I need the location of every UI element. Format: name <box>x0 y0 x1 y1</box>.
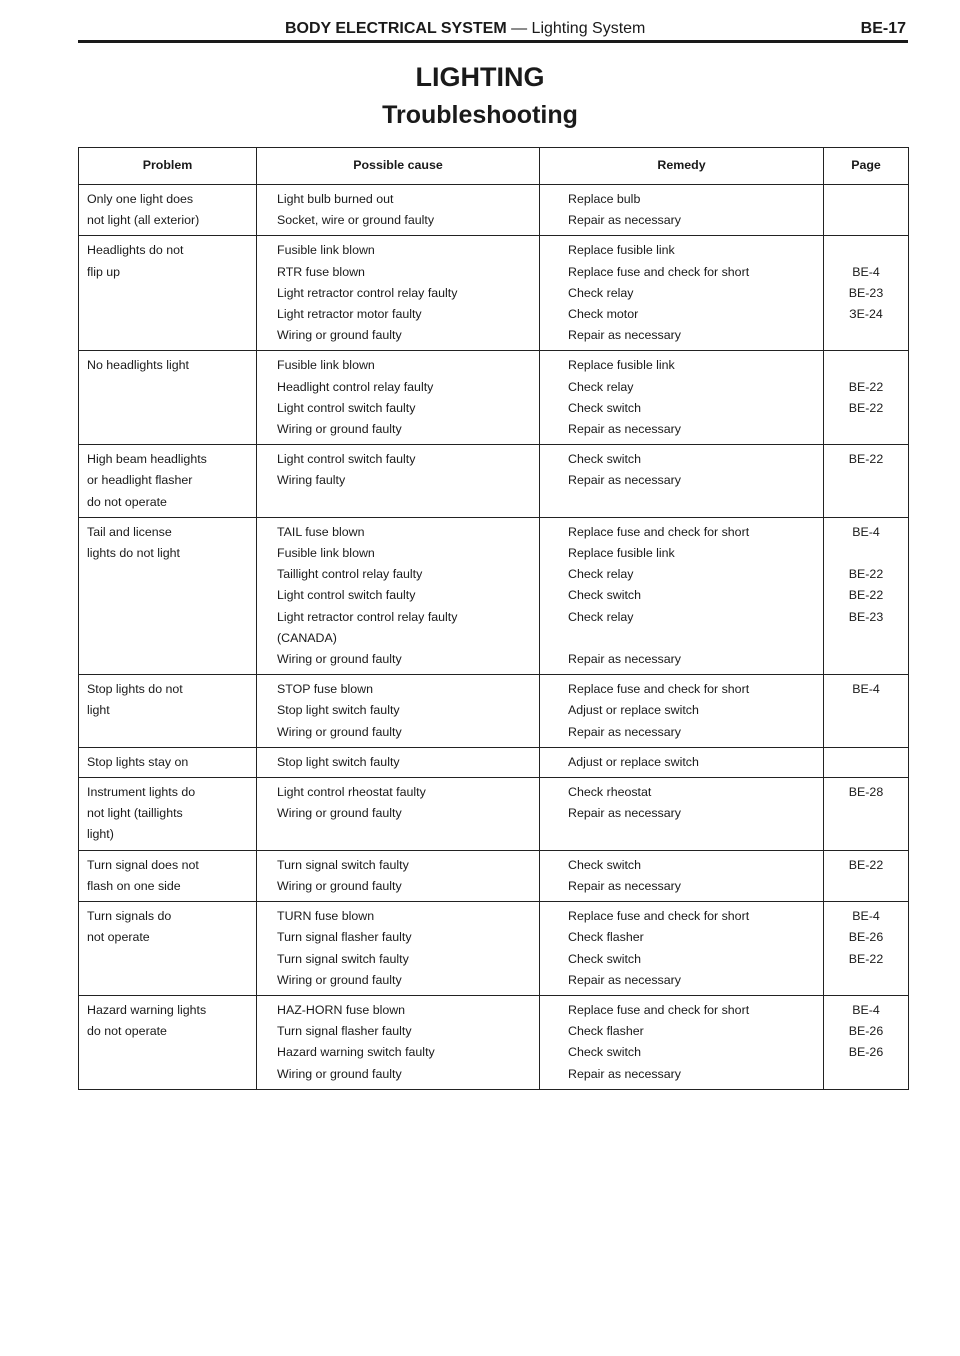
table-row <box>79 236 909 351</box>
possible-cause-line: Stop light switch faulty <box>277 703 400 718</box>
page-ref-cell <box>824 995 909 1089</box>
remedy-line: Replace fusible link <box>568 243 675 258</box>
problem-line: flash on one side <box>87 878 181 893</box>
remedy-line: Repair as necessary <box>568 652 681 667</box>
remedy-cell <box>540 351 824 445</box>
remedy-line: Replace fusible link <box>568 546 675 561</box>
possible-cause-line: Wiring or ground faulty <box>277 972 402 987</box>
possible-cause-cell <box>257 236 540 351</box>
problem-line: Hazard warning lights <box>87 1002 207 1017</box>
possible-cause-line: Wiring or ground faulty <box>277 806 402 821</box>
page-ref-cell <box>824 517 909 674</box>
page-subtitle: Troubleshooting <box>382 101 578 129</box>
possible-cause-cell <box>257 902 540 996</box>
problem-line: Stop lights do not <box>87 682 183 697</box>
possible-cause-line: Light control switch faulty <box>277 588 416 603</box>
remedy-line: Repair as necessary <box>568 473 681 488</box>
problem-cell <box>79 747 257 777</box>
possible-cause-cell <box>257 778 540 851</box>
page-ref-line: BE-22 <box>848 857 884 872</box>
possible-cause-line: (CANADA) <box>277 630 337 645</box>
header-rule <box>78 40 908 43</box>
page-header <box>78 18 908 42</box>
table-row <box>79 902 909 996</box>
remedy-line: Replace fuse and check for short <box>568 524 750 539</box>
possible-cause-line: Turn signal flasher faulty <box>277 1024 412 1039</box>
page-ref-line: BE-23 <box>848 609 884 624</box>
problem-cell <box>79 236 257 351</box>
remedy-line: Repair as necessary <box>568 724 681 739</box>
table-row <box>79 185 909 236</box>
table-row <box>79 995 909 1089</box>
possible-cause-cell <box>257 351 540 445</box>
page-ref-line: BE-22 <box>848 379 884 394</box>
possible-cause-line: Light control switch faulty <box>277 400 416 415</box>
possible-cause-line: Light retractor control relay faulty <box>277 609 458 624</box>
possible-cause-cell <box>257 995 540 1089</box>
problem-cell <box>79 351 257 445</box>
header-possible-cause: Possible cause <box>257 148 540 185</box>
possible-cause-line: Wiring or ground faulty <box>277 652 402 667</box>
page-ref-line <box>824 700 908 721</box>
remedy-cell <box>540 445 824 518</box>
remedy-line: Adjust or replace switch <box>568 703 699 718</box>
possible-cause-cell <box>257 445 540 518</box>
possible-cause-line: Wiring faulty <box>277 473 346 488</box>
remedy-line: Check switch <box>568 857 641 872</box>
possible-cause-line: Wiring or ground faulty <box>277 1066 402 1081</box>
possible-cause-line: Light bulb burned out <box>277 192 394 206</box>
page-ref-line: BE-23 <box>848 285 884 300</box>
section-title <box>285 20 645 38</box>
table-row <box>79 351 909 445</box>
page-ref-line: ЗE-24 <box>849 307 883 321</box>
remedy-cell <box>540 902 824 996</box>
possible-cause-line: Light retractor motor faulty <box>277 307 422 322</box>
remedy-line: Check flasher <box>568 930 644 945</box>
remedy-line: Replace fusible link <box>568 358 675 373</box>
page-ref-line <box>824 210 908 231</box>
problem-line: light <box>87 703 110 718</box>
problem-line: Instrument lights do <box>87 785 196 800</box>
remedy-cell <box>540 236 824 351</box>
page-ref-line <box>824 803 908 824</box>
page-ref-line <box>824 325 908 346</box>
page-ref-line: BE-4 <box>852 1002 880 1017</box>
page-ref-line <box>824 1064 908 1085</box>
table-row <box>79 778 909 851</box>
remedy-line: Repair as necessary <box>568 213 681 228</box>
possible-cause-cell <box>257 675 540 748</box>
possible-cause-line: Wiring or ground faulty <box>277 422 402 437</box>
page-ref-cell <box>824 185 909 236</box>
page-ref-line: BE-22 <box>848 567 884 582</box>
problem-line: Stop lights stay on <box>87 754 189 769</box>
table-row <box>79 850 909 901</box>
page-ref-line: BE-4 <box>852 909 880 924</box>
page-ref-line <box>824 355 908 376</box>
possible-cause-line: TURN fuse blown <box>277 909 375 924</box>
remedy-line: Repair as necessary <box>568 972 681 987</box>
remedy-line: Repair as necessary <box>568 328 681 343</box>
remedy-line: Replace bulb <box>568 192 641 206</box>
page-ref-line <box>824 419 908 440</box>
problem-line: Tail and license <box>87 524 172 539</box>
page-ref-cell <box>824 675 909 748</box>
remedy-line: Check switch <box>568 1045 641 1060</box>
page-ref-line <box>824 876 908 897</box>
remedy-line: Replace fuse and check for short <box>568 682 750 697</box>
page-ref-line: BE-22 <box>848 400 884 415</box>
remedy-line: Check relay <box>568 285 634 300</box>
page-ref-line <box>824 970 908 991</box>
page-ref-line: BE-26 <box>848 1045 884 1060</box>
problem-line: or headlight flasher <box>87 473 193 488</box>
possible-cause-line: Stop light switch faulty <box>277 754 400 769</box>
remedy-line: Check flasher <box>568 1024 644 1039</box>
page-ref-line: BE-4 <box>852 264 880 279</box>
remedy-cell <box>540 778 824 851</box>
problem-cell <box>79 185 257 236</box>
problem-cell <box>79 675 257 748</box>
page-ref-cell <box>824 902 909 996</box>
page-ref-line <box>824 752 908 773</box>
table-row <box>79 517 909 674</box>
problem-line: High beam headlights <box>87 452 207 467</box>
remedy-line: Check relay <box>568 609 634 624</box>
remedy-cell <box>540 185 824 236</box>
possible-cause-line: Light retractor control relay faulty <box>277 285 458 300</box>
problem-cell <box>79 902 257 996</box>
possible-cause-line: RTR fuse blown <box>277 264 365 279</box>
possible-cause-cell <box>257 517 540 674</box>
problem-line: Headlights do not <box>87 243 184 258</box>
problem-cell <box>79 850 257 901</box>
remedy-cell <box>540 675 824 748</box>
possible-cause-line: Turn signal switch faulty <box>277 857 409 872</box>
possible-cause-line: Turn signal flasher faulty <box>277 930 412 945</box>
remedy-line: Replace fuse and check for short <box>568 264 750 279</box>
problem-cell <box>79 778 257 851</box>
possible-cause-line: Hazard warning switch faulty <box>277 1045 435 1060</box>
possible-cause-line: STOP fuse blown <box>277 682 373 697</box>
page-ref-line: BE-4 <box>852 524 880 539</box>
table-header-row <box>79 148 909 185</box>
page-ref-cell <box>824 778 909 851</box>
problem-cell <box>79 445 257 518</box>
page-number: BE-17 <box>860 20 906 37</box>
header-problem: Problem <box>79 148 257 185</box>
remedy-line: Repair as necessary <box>568 878 681 893</box>
possible-cause-cell <box>257 747 540 777</box>
header-page: Page <box>824 148 909 185</box>
possible-cause-line: Taillight control relay faulty <box>277 567 423 582</box>
page-ref-line <box>824 470 908 491</box>
remedy-line: Check switch <box>568 588 641 603</box>
problem-cell <box>79 995 257 1089</box>
remedy-cell <box>540 517 824 674</box>
possible-cause-line: HAZ-HORN fuse blown <box>277 1002 406 1017</box>
page-ref-line: BE-22 <box>848 452 884 467</box>
page-ref-line <box>824 628 908 649</box>
page-ref-cell <box>824 236 909 351</box>
remedy-line: Repair as necessary <box>568 422 681 437</box>
possible-cause-line: Headlight control relay faulty <box>277 379 434 394</box>
page-ref-cell <box>824 747 909 777</box>
remedy-line: Check motor <box>568 307 639 322</box>
table-row <box>79 675 909 748</box>
remedy-cell <box>540 747 824 777</box>
problem-line: Turn signals do <box>87 909 172 924</box>
page-ref-cell <box>824 445 909 518</box>
remedy-cell <box>540 850 824 901</box>
page-ref-cell <box>824 850 909 901</box>
remedy-line: Repair as necessary <box>568 806 681 821</box>
problem-line: do not operate <box>87 1024 167 1039</box>
page-title: LIGHTING <box>415 62 545 92</box>
table-body <box>79 185 909 1090</box>
remedy-line: Check switch <box>568 400 641 415</box>
section-title-rest: — Lighting System <box>506 20 646 37</box>
problem-line: light) <box>87 827 114 842</box>
possible-cause-line: Wiring or ground faulty <box>277 724 402 739</box>
problem-line: lights do not light <box>87 546 180 561</box>
remedy-line: Adjust or replace switch <box>568 754 699 769</box>
remedy-line: Check switch <box>568 951 641 966</box>
troubleshooting-table <box>78 147 909 1090</box>
page-ref-line <box>824 240 908 261</box>
possible-cause-line: Socket, wire or ground faulty <box>277 213 435 228</box>
possible-cause-cell <box>257 850 540 901</box>
table-row <box>79 445 909 518</box>
page-ref-cell <box>824 351 909 445</box>
remedy-line: Check switch <box>568 452 641 467</box>
problem-line: do not operate <box>87 494 167 509</box>
problem-line: not light (taillights <box>87 806 183 821</box>
problem-line: No headlights light <box>87 358 189 373</box>
possible-cause-line: Light control switch faulty <box>277 452 416 467</box>
page-ref-line <box>824 189 908 210</box>
possible-cause-line: Fusible link blown <box>277 243 375 258</box>
remedy-line <box>568 628 823 649</box>
page-ref-line <box>824 543 908 564</box>
remedy-line: Replace fuse and check for short <box>568 1002 750 1017</box>
possible-cause-line: Light control rheostat faulty <box>277 785 426 800</box>
possible-cause-line: Wiring or ground faulty <box>277 878 402 893</box>
possible-cause-line: Fusible link blown <box>277 546 375 561</box>
page-ref-line: BE-26 <box>848 1024 884 1039</box>
problem-line: not operate <box>87 930 150 945</box>
table-row <box>79 747 909 777</box>
remedy-cell <box>540 995 824 1089</box>
problem-line: flip up <box>87 264 121 279</box>
problem-cell <box>79 517 257 674</box>
problem-line: Turn signal does not <box>87 857 199 872</box>
section-title-bold: BODY ELECTRICAL SYSTEM <box>285 20 507 37</box>
page-ref-line: BE-22 <box>848 588 884 603</box>
page-ref-line: BE-28 <box>848 785 884 800</box>
possible-cause-line: Fusible link blown <box>277 358 375 373</box>
remedy-line: Replace fuse and check for short <box>568 909 750 924</box>
possible-cause-line: Wiring or ground faulty <box>277 328 402 343</box>
page-ref-line: BE-22 <box>848 951 884 966</box>
possible-cause-cell <box>257 185 540 236</box>
remedy-line: Check relay <box>568 567 634 582</box>
possible-cause-line: TAIL fuse blown <box>277 524 365 539</box>
remedy-line: Repair as necessary <box>568 1066 681 1081</box>
page-ref-line <box>824 722 908 743</box>
page-ref-line <box>824 649 908 670</box>
page-ref-line: BE-4 <box>852 682 880 697</box>
problem-line: not light (all exterior) <box>87 213 200 228</box>
remedy-line: Check relay <box>568 379 634 394</box>
remedy-line: Check rheostat <box>568 785 652 800</box>
problem-line: Only one light does <box>87 192 194 206</box>
possible-cause-line: Turn signal switch faulty <box>277 951 409 966</box>
header-remedy: Remedy <box>540 148 824 185</box>
page-ref-line: BE-26 <box>848 930 884 945</box>
